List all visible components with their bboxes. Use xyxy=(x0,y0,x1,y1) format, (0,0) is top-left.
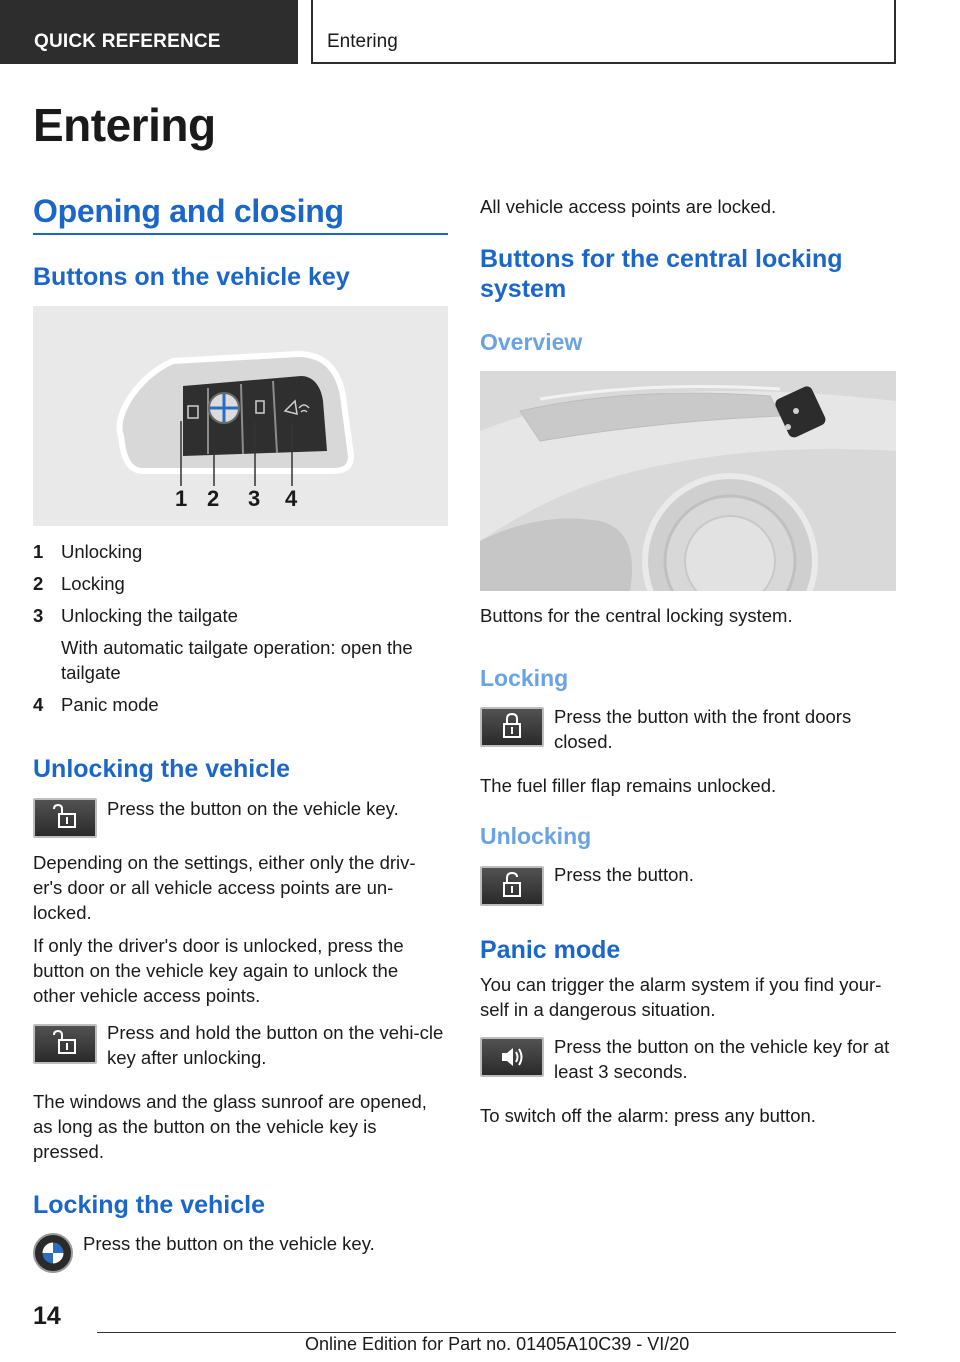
door-panel-illustration xyxy=(480,371,896,591)
list-label: Unlocking xyxy=(61,541,143,562)
footer-rule xyxy=(97,1332,896,1333)
locking-step: Press the button with the front doors closed. xyxy=(554,706,852,752)
page-number: 14 xyxy=(33,1302,61,1330)
speaker-icon xyxy=(480,1037,544,1077)
key-figure-number: 3 xyxy=(248,486,261,511)
unlock-button-icon xyxy=(33,1024,97,1064)
key-figure-number: 4 xyxy=(285,486,298,511)
list-number: 3 xyxy=(33,605,44,626)
section-title: Opening and closing xyxy=(33,193,344,229)
key-heading: Buttons on the vehicle key xyxy=(33,263,350,291)
locking-heading: Locking xyxy=(480,665,569,691)
door-panel-figure xyxy=(480,371,896,591)
bmw-logo-icon xyxy=(33,1233,73,1273)
list-number: 1 xyxy=(33,541,44,562)
unlocking-heading: Unlocking xyxy=(480,823,592,849)
list-label: Panic mode xyxy=(61,694,159,715)
key-list-note: With automatic tailgate operation: open the tailgate xyxy=(61,637,413,683)
unlocking-step: Press the button. xyxy=(554,864,694,885)
list-number: 4 xyxy=(33,694,44,715)
panic-off-text: To switch off the alarm: press any button. xyxy=(480,1105,816,1126)
panic-heading: Panic mode xyxy=(480,936,621,964)
unlock-heading: Unlocking the vehicle xyxy=(33,755,291,783)
key-figure-number: 1 xyxy=(175,486,188,511)
panic-paragraph: You can trigger the alarm system if you find your-self in a dangerous situation. xyxy=(480,974,882,1020)
locking-note: The fuel filler flap remains unlocked. xyxy=(480,775,777,796)
lock-step: Press the button on the vehicle key. xyxy=(83,1233,375,1254)
page-title: Entering xyxy=(33,99,216,151)
section-rule xyxy=(33,233,448,235)
overview-caption: Buttons for the central locking system. xyxy=(480,605,793,626)
lock-result: All vehicle access points are locked. xyxy=(480,196,777,217)
vehicle-key-illustration xyxy=(33,306,448,526)
unlock-button-icon xyxy=(33,798,97,838)
list-label: Locking xyxy=(61,573,125,594)
edition-note: Online Edition for Part no. 01405A10C39 - VI/20 xyxy=(305,1334,690,1354)
list-label: Unlocking the tailgate xyxy=(61,605,238,626)
unlock-button-icon xyxy=(480,866,544,906)
central-locking-heading: Buttons for the central locking system xyxy=(480,245,843,303)
lock-button-icon xyxy=(480,707,544,747)
key-figure-number: 2 xyxy=(207,486,220,511)
unlock-paragraph: The windows and the glass sunroof are opened, as long as the button on the vehicle key is pressed. xyxy=(33,1091,427,1162)
overview-heading: Overview xyxy=(480,329,583,355)
lock-heading: Locking the vehicle xyxy=(33,1191,266,1219)
unlock-hold-step: Press and hold the button on the vehi-cle key after unlocking. xyxy=(107,1022,444,1068)
unlock-step: Press the button on the vehicle key. xyxy=(107,798,399,819)
chapter-tab: Entering xyxy=(311,0,896,64)
section-tab: QUICK REFERENCE xyxy=(0,0,298,64)
list-number: 2 xyxy=(33,573,44,594)
vehicle-key-figure xyxy=(33,306,448,526)
unlock-paragraph: If only the driver's door is unlocked, press the button on the vehicle key again to unlock the other vehicle access points. xyxy=(33,935,404,1006)
unlock-paragraph: Depending on the settings, either only the driv-er's door or all vehicle access points are un-locked. xyxy=(33,852,416,923)
panic-step: Press the button on the vehicle key for at least 3 seconds. xyxy=(554,1036,890,1082)
